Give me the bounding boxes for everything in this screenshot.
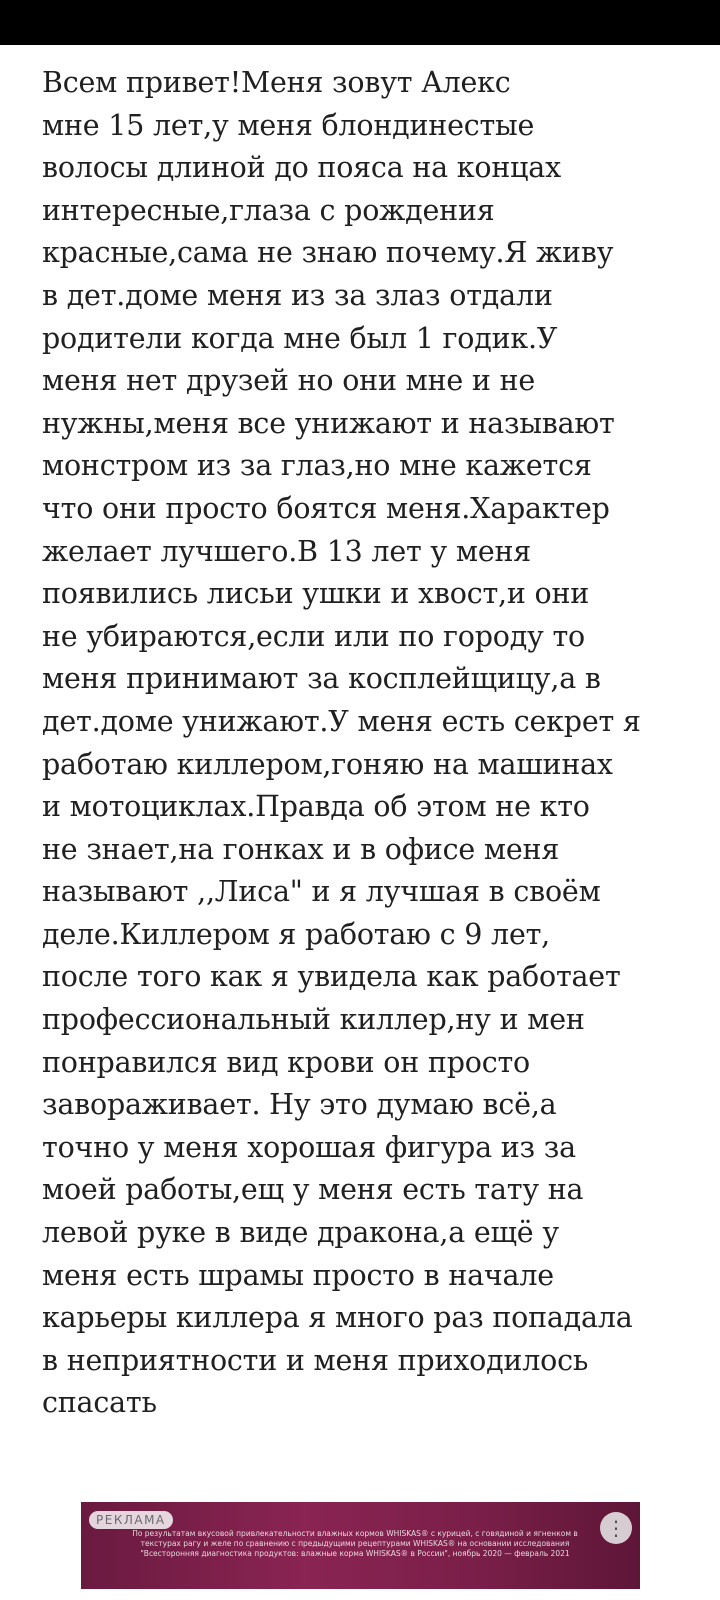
story-line: и мотоциклах.Правда об этом не кто (42, 790, 590, 824)
story-line: не знает,на гонках и в офисе меня (42, 832, 560, 866)
story-line: интересные,глаза с рождения (42, 193, 495, 227)
story-line: мне 15 лет,у меня блондинестые (42, 108, 535, 142)
story-line: желает лучшего.В 13 лет у меня (42, 534, 532, 568)
ad-disclaimer-line: текстурах рагу и желе по сравнению с предыдущими рецептурами WHISKAS® на основании исследования (140, 1539, 570, 1548)
story-line: карьеры киллера я много раз попадала (42, 1301, 633, 1335)
story-line: монстром из за глаз,но мне кажется (42, 449, 592, 483)
story-line: нужны,меня все унижают и называют (42, 406, 615, 440)
story-line: работаю киллером,гоняю на машинах (42, 747, 613, 781)
story-line: левой руке в виде дракона,а ещё у (42, 1216, 559, 1250)
story-line: Всем привет!Меня зовут Алекс (42, 66, 511, 99)
story-text (42, 62, 692, 1425)
story-line: что они просто боятся меня.Характер (42, 491, 610, 525)
story-line: красные,сама не знаю почему.Я живу (42, 236, 614, 270)
ad-banner[interactable] (81, 1502, 640, 1589)
story-line: не убираются,если или по городу то (42, 619, 586, 653)
story-line: после того как я увидела как работает (42, 960, 621, 994)
story-line: меня есть шрамы просто в начале (42, 1258, 554, 1292)
status-bar (0, 0, 720, 45)
ad-label: РЕКЛАМА (89, 1511, 173, 1529)
ad-disclaimer (105, 1529, 605, 1559)
story-line: родители когда мне был 1 годик.У (42, 321, 558, 355)
story-line: профессиональный киллер,ну и мен (42, 1003, 585, 1037)
story-line: меня нет друзей но они мне и не (42, 364, 536, 398)
story-line: меня принимают за косплейщицу,а в (42, 662, 601, 696)
story-line: волосы длиной до пояса на концах (42, 151, 561, 185)
story-line: в дет.доме меня из за злаз отдали (42, 278, 553, 312)
story-line: появились лисьи ушки и хвост,и они (42, 577, 590, 611)
story-line: завораживает. Ну это думаю всё,а (42, 1088, 557, 1122)
story-line: деле.Киллером я работаю с 9 лет, (42, 917, 551, 951)
story-line: называют ,,Лиса" и я лучшая в своём (42, 875, 601, 909)
story-line: понравился вид крови он просто (42, 1045, 530, 1079)
story-line: точно у меня хорошая фигура из за (42, 1130, 576, 1164)
ad-menu-icon[interactable]: ⋮ (600, 1512, 632, 1544)
story-line: дет.доме унижают.У меня есть секрет я (42, 704, 641, 738)
story-line: в неприятности и меня приходилось (42, 1343, 589, 1377)
story-line: спасать (42, 1386, 157, 1420)
ad-disclaimer-line: "Всесторонняя диагностика продуктов: влажные корма WHISKAS® в России", ноябрь 2020 — февраль 2021 (140, 1549, 570, 1558)
ad-disclaimer-line: По результатам вкусовой привлекательности влажных кормов WHISKAS® с курицей, с говядиной и ягненком в (132, 1529, 578, 1538)
story-line: моей работы,ещ у меня есть тату на (42, 1173, 584, 1207)
